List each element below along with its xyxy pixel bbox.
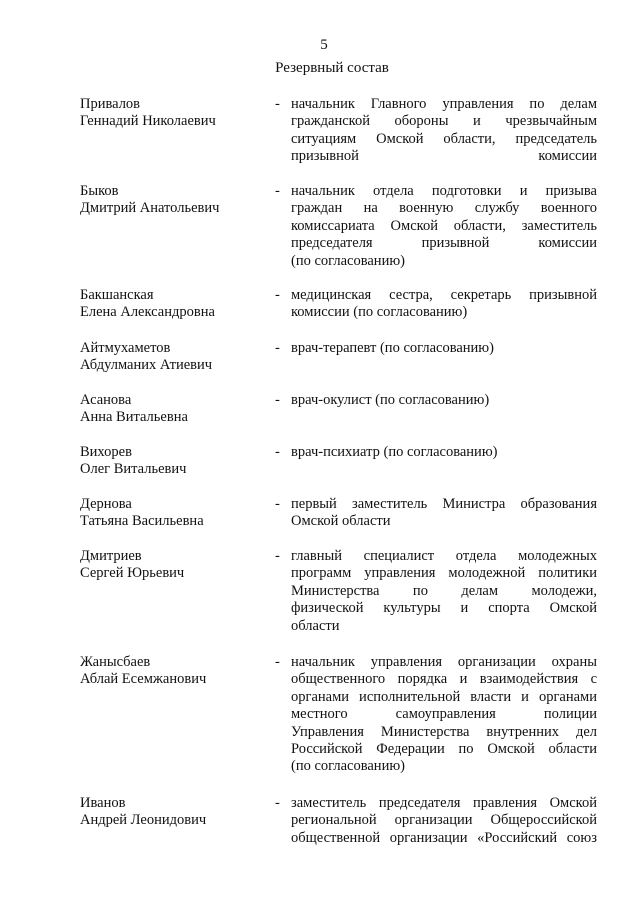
separator-dash: - <box>275 496 280 512</box>
separator-dash: - <box>275 795 280 811</box>
separator-dash: - <box>275 287 280 303</box>
role-line: медицинская сестра, секретарь призывной <box>291 287 597 303</box>
role-line: Омской области <box>291 513 391 530</box>
section-title: Резервный состав <box>275 60 389 76</box>
role-line: врач-психиатр (по согласованию) <box>291 444 498 460</box>
member-surname: Асанова <box>80 392 132 408</box>
separator-dash: - <box>275 392 280 408</box>
member-role <box>291 654 597 776</box>
role-line: начальник Главного управления по делам <box>291 96 597 112</box>
role-line: комиссариата Омской области, заместитель <box>291 217 597 234</box>
member-given-names: Дмитрий Анатольевич <box>80 200 220 217</box>
separator-dash: - <box>275 340 280 356</box>
member-given-names: Сергей Юрьевич <box>80 565 185 582</box>
role-line: призывной комиссии <box>291 148 597 165</box>
role-line: программ управления молодежной политики <box>291 565 597 582</box>
member-given-names: Андрей Леонидович <box>80 812 207 829</box>
member-surname: Привалов <box>80 96 141 112</box>
role-line: Управления Министерства внутренних дел <box>291 723 597 740</box>
member-role <box>291 96 597 166</box>
role-line: (по согласованию) <box>291 252 405 269</box>
role-line: врач-терапевт (по согласованию) <box>291 340 494 356</box>
role-line: граждан на военную службу военного <box>291 200 597 217</box>
member-name <box>80 548 260 583</box>
member-surname: Иванов <box>80 795 126 811</box>
member-surname: Жанысбаев <box>80 654 151 670</box>
member-name <box>80 795 260 830</box>
role-line: первый заместитель Министра образования <box>291 496 597 512</box>
role-line: органами исполнительной власти и органами <box>291 688 597 705</box>
member-given-names: Анна Витальевна <box>80 409 188 426</box>
member-role <box>291 287 597 322</box>
member-name <box>80 444 260 479</box>
member-name <box>80 183 260 218</box>
member-given-names: Абдулманих Атиевич <box>80 357 213 374</box>
separator-dash: - <box>275 444 280 460</box>
member-role <box>291 340 597 357</box>
member-name <box>80 496 260 531</box>
role-line: области <box>291 617 340 634</box>
member-role <box>291 795 597 847</box>
member-surname: Айтмухаметов <box>80 340 171 356</box>
role-line: начальник отдела подготовки и призыва <box>291 183 597 199</box>
role-line: комиссии (по согласованию) <box>291 304 468 321</box>
role-line: Министерства по делам молодежи, <box>291 582 597 599</box>
role-line: главный специалист отдела молодежных <box>291 548 597 564</box>
member-given-names: Геннадий Николаевич <box>80 113 216 130</box>
member-name <box>80 287 260 322</box>
role-line: ситуациям Омской области, председатель <box>291 130 597 147</box>
separator-dash: - <box>275 183 280 199</box>
role-line: гражданской обороны и чрезвычайным <box>291 113 597 130</box>
member-surname: Дернова <box>80 496 132 512</box>
member-role <box>291 392 597 409</box>
separator-dash: - <box>275 96 280 112</box>
role-line: заместитель председателя правления Омской <box>291 795 597 811</box>
member-given-names: Аблай Есемжанович <box>80 671 207 688</box>
member-given-names: Татьяна Васильевна <box>80 513 204 530</box>
role-line: общественного порядка и взаимодействия с <box>291 671 597 688</box>
separator-dash: - <box>275 654 280 670</box>
role-line: местного самоуправления полиции <box>291 706 597 723</box>
role-line: общественной организации «Российский союз <box>291 829 597 846</box>
member-role <box>291 444 597 461</box>
member-given-names: Елена Александровна <box>80 304 215 321</box>
member-surname: Вихорев <box>80 444 132 460</box>
member-name <box>80 654 260 689</box>
member-role <box>291 183 597 270</box>
member-given-names: Олег Витальевич <box>80 461 187 478</box>
member-surname: Быков <box>80 183 119 199</box>
page-number: 5 <box>320 37 328 53</box>
member-name <box>80 340 260 375</box>
member-role <box>291 496 597 531</box>
member-surname: Дмитриев <box>80 548 142 564</box>
member-name <box>80 96 260 131</box>
role-line: председателя призывной комиссии <box>291 235 597 252</box>
role-line: региональной организации Общероссийской <box>291 812 597 829</box>
member-name <box>80 392 260 427</box>
role-line: физической культуры и спорта Омской <box>291 600 597 617</box>
role-line: Российской Федерации по Омской области <box>291 740 597 757</box>
member-role <box>291 548 597 635</box>
separator-dash: - <box>275 548 280 564</box>
role-line: (по согласованию) <box>291 758 405 775</box>
member-surname: Бакшанская <box>80 287 154 303</box>
role-line: начальник управления организации охраны <box>291 654 597 670</box>
role-line: врач-окулист (по согласованию) <box>291 392 490 408</box>
